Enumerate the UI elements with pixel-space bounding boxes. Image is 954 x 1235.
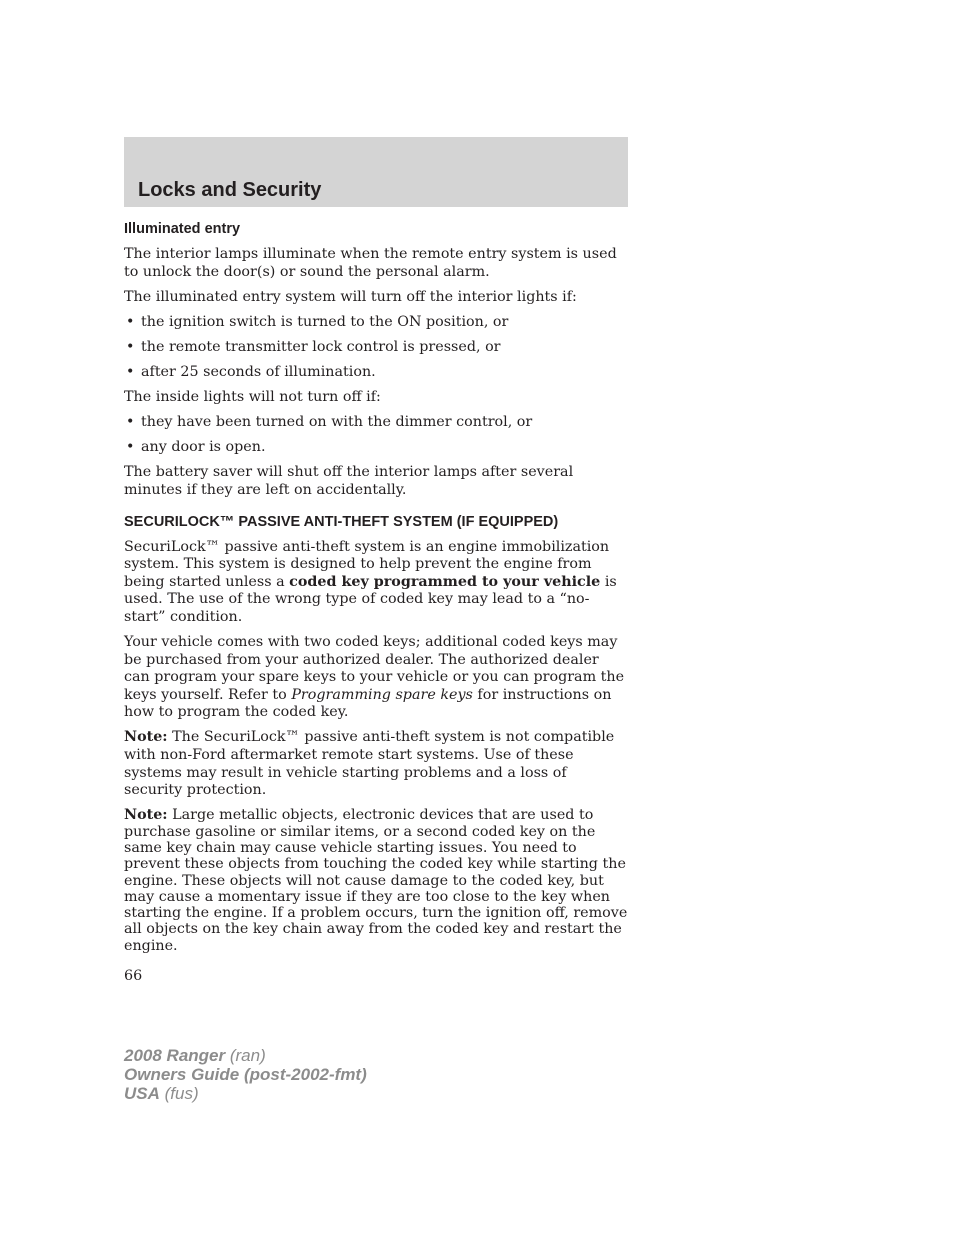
turn-off-conditions-list — [124, 314, 628, 382]
text-run: The SecuriLock™ passive anti-theft system is not compatible with non-Ford aftermarket remote start systems. Use of these systems may result in vehicle starting problems and a loss of security protection. — [124, 729, 615, 799]
stay-on-conditions-list — [124, 414, 628, 457]
footer-guide: Owners Guide (post-2002-fmt) — [124, 1065, 367, 1084]
note-paragraph — [124, 729, 628, 799]
list-item: • the remote transmitter lock control is pressed, or — [124, 339, 628, 357]
document-footer — [124, 1046, 367, 1103]
list-item: • any door is open. — [124, 439, 628, 457]
page-content — [124, 219, 628, 986]
text-run: SecuriLock™ passive anti-theft system is an engine immobilization system. This system is designed to help prevent the engine from being started unless a — [124, 538, 610, 590]
note-paragraph — [124, 807, 628, 954]
footer-line — [124, 1046, 367, 1065]
list-item: • after 25 seconds of illumination. — [124, 364, 628, 382]
text-run: is used. The use of the wrong type of coded key may lead to a “no-start” condition. — [124, 573, 617, 625]
note-label: Note: — [124, 729, 168, 746]
footer-line — [124, 1065, 367, 1084]
paragraph: The interior lamps illuminate when the remote entry system is used to unlock the door(s) or sound the personal alarm. — [124, 246, 617, 280]
note-label: Note: — [124, 807, 168, 824]
footer-model: 2008 Ranger — [124, 1046, 226, 1065]
paragraph: The illuminated entry system will turn off the interior lights if: — [124, 288, 577, 305]
illuminated-entry-heading: Illuminated entry — [124, 221, 241, 237]
section-title: Locks and Security — [138, 179, 322, 201]
paragraph: The inside lights will not turn off if: — [124, 389, 381, 406]
footer-code: (fus) — [159, 1084, 199, 1103]
list-item: • they have been turned on with the dimmer control, or — [124, 414, 628, 432]
paragraph — [124, 539, 628, 627]
footer-region: USA — [124, 1084, 160, 1103]
emphasis-bold: coded key programmed to your vehicle — [289, 573, 601, 590]
securilock-heading: SECURILOCK™ PASSIVE ANTI-THEFT SYSTEM (IF EQUIPPED) — [124, 513, 559, 530]
text-run: for instructions on how to program the coded key. — [124, 686, 612, 721]
footer-code: (ran) — [225, 1046, 266, 1065]
cross-reference: Programming spare keys — [291, 686, 473, 703]
text-run: Your vehicle comes with two coded keys; additional coded keys may be purchased from your authorized dealer. The authorized dealer can program your spare keys to your vehicle or you can program the keys yourself. Refer to — [124, 634, 625, 703]
page-number: 66 — [124, 968, 143, 985]
footer-line — [124, 1084, 367, 1103]
list-item: • the ignition switch is turned to the ON position, or — [124, 314, 628, 332]
text-run: Large metallic objects, electronic devices that are used to purchase gasoline or similar items, or a second coded key on the same key chain may cause vehicle starting issues. You need to prevent these objects from touching the coded key while starting the engine. These objects will not cause damage to the coded key, but may cause a momentary issue if they are too close to the key when starting the engine. If a problem occurs, turn the ignition off, remove all objects on the key chain away from the coded key and restart the engine. — [124, 807, 628, 954]
paragraph — [124, 634, 628, 722]
section-header-band — [124, 137, 628, 207]
paragraph: The battery saver will shut off the interior lamps after several minutes if they are left on accidentally. — [124, 464, 574, 498]
